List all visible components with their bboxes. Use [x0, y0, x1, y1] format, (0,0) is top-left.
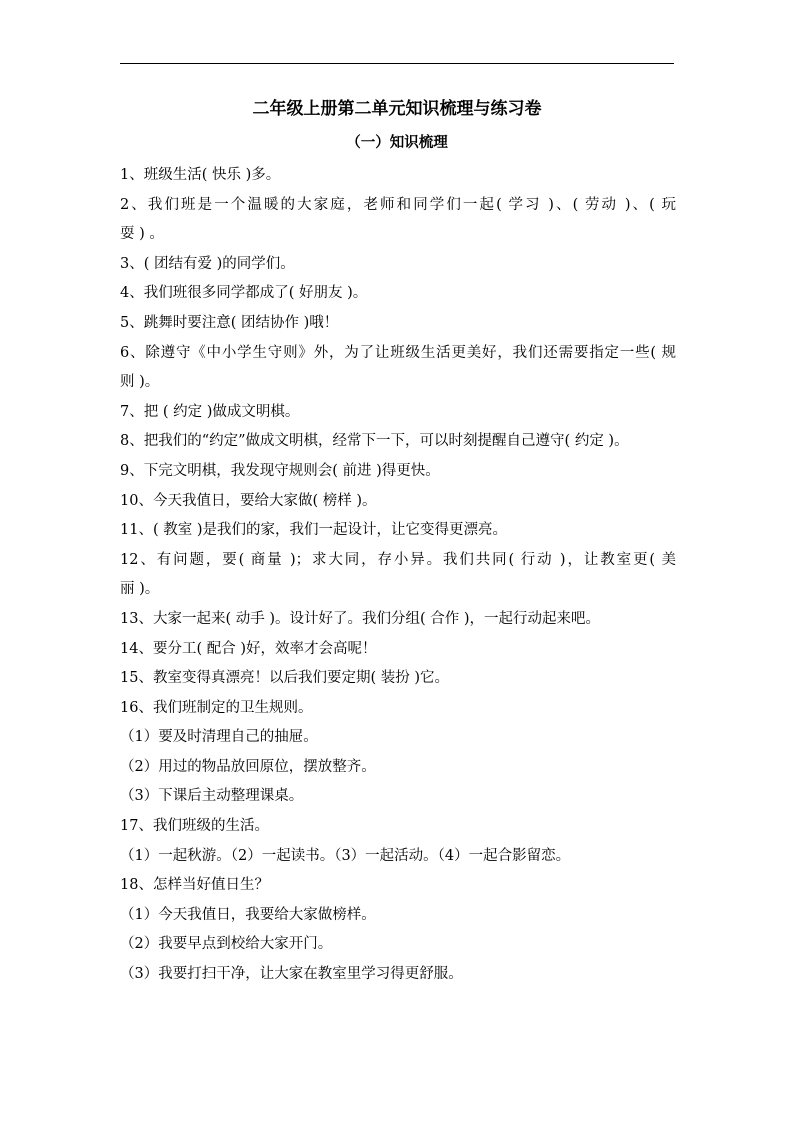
header-rule [120, 63, 674, 64]
text-line: 12、有问题，要( 商量 )；求大同，存小异。我们共同( 行动 )，让教室更( 美 [120, 551, 676, 568]
text-line: 4、我们班很多同学都成了( 好朋友 )。 [120, 285, 368, 302]
text-line: 耍 ) 。 [120, 226, 164, 243]
text-line: 3、( 团结有爱 )的同学们。 [120, 255, 295, 272]
text-line: 丽 )。 [120, 581, 160, 598]
text-line: 2、我们班是一个温暖的大家庭，老师和同学们一起( 学习 )、( 劳动 )、( 玩 [120, 196, 676, 213]
text-line: 13、大家一起来( 动手 )。设计好了。我们分组( 合作 )，一起行动起来吧。 [120, 610, 601, 627]
text-line: 18、怎样当好值日生？ [120, 877, 269, 894]
text-line: （2）我要早点到校给大家开门。 [120, 936, 333, 953]
section-heading: （一）知识梳理 [346, 134, 448, 151]
text-line: （3）下课后主动整理课桌。 [120, 788, 304, 805]
text-line: 16、我们班制定的卫生规则。 [120, 699, 313, 716]
text-line: （3）我要打扫干净，让大家在教室里学习得更舒服。 [120, 966, 463, 983]
text-line: 17、我们班级的生活。 [120, 818, 269, 835]
text-line: 9、下完文明棋，我发现守规则会( 前进 )得更快。 [120, 462, 440, 479]
text-line: 1、班级生活( 快乐 )多。 [120, 167, 281, 183]
text-line: 6、除遵守《中小学生守则》外，为了让班级生活更美好，我们还需要指定一些( 规 [120, 344, 676, 361]
text-line: （1）一起秋游。（2）一起读书。（3）一起活动。（4）一起合影留恋。 [120, 847, 571, 864]
text-line: 7、把 ( 约定 )做成文明棋。 [120, 403, 300, 420]
text-line: （1）要及时清理自己的抽屉。 [120, 729, 318, 746]
text-line: 11、( 教室 )是我们的家，我们一起设计，让它变得更漂亮。 [120, 522, 507, 539]
text-line: 8、把我们的“约定”做成文明棋，经常下一下，可以时刻提醒自己遵守( 约定 )。 [120, 433, 629, 450]
text-line: 10、今天我值日，要给大家做( 榜样 )。 [120, 492, 377, 509]
text-line: 则 )。 [120, 374, 160, 391]
text-line: （2）用过的物品放回原位，摆放整齐。 [120, 758, 376, 775]
document-body [120, 161, 676, 990]
text-line: 5、跳舞时要注意( 团结协作 )哦！ [120, 314, 339, 331]
text-line: （1）今天我值日，我要给大家做榜样。 [120, 906, 376, 923]
text-line: 14、要分工( 配合 )好，效率才会高呢！ [120, 640, 377, 657]
document-title: 二年级上册第二单元知识梳理与练习卷 [252, 99, 542, 119]
text-line: 15、教室变得真漂亮！以后我们要定期( 装扮 )它。 [120, 670, 449, 687]
